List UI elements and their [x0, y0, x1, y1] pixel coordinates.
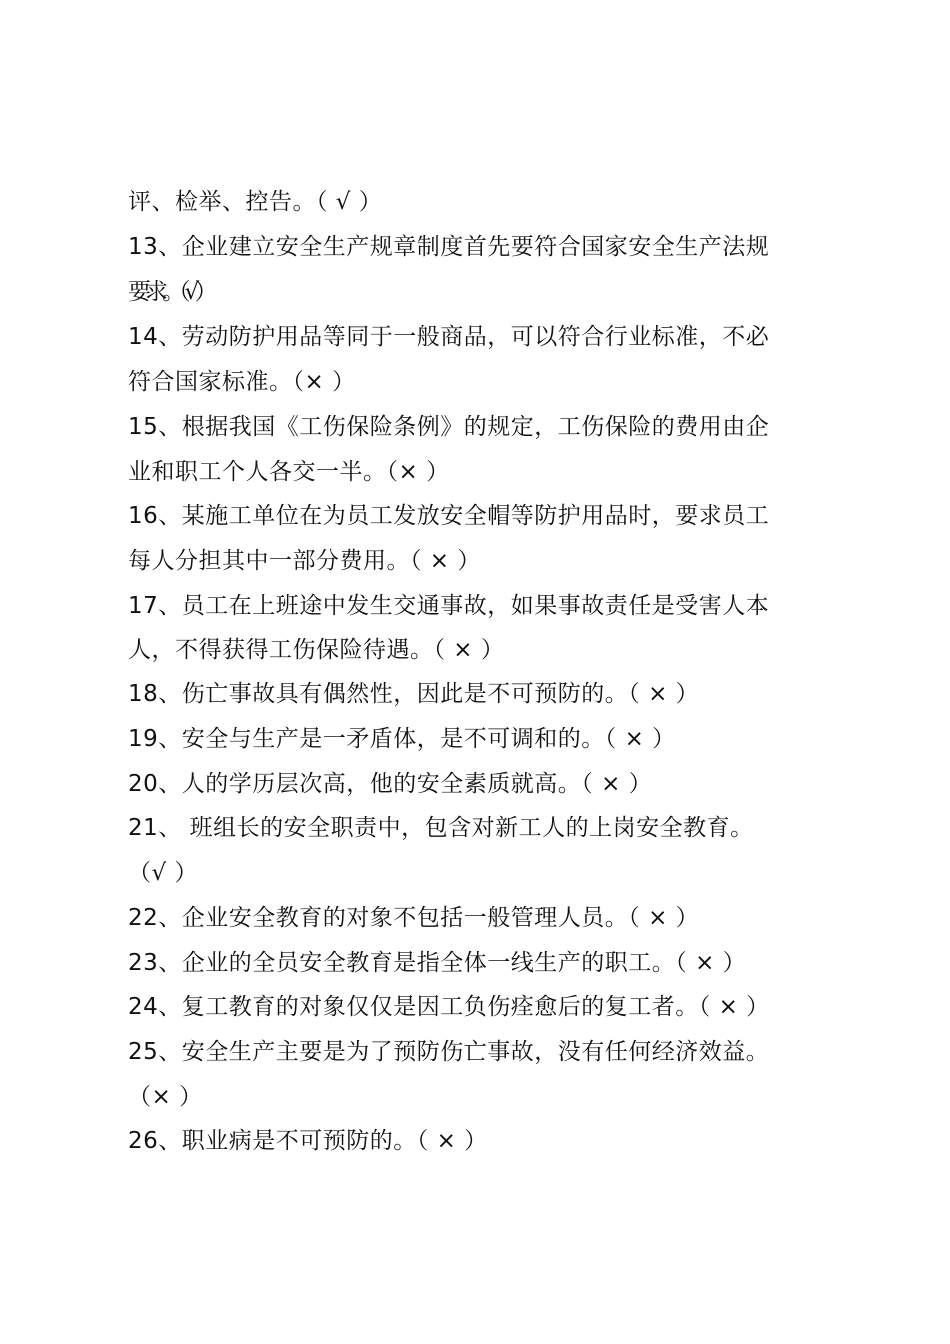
text-line: 19、安全与生产是一矛盾体，是不可调和的。（ × ）	[128, 726, 676, 752]
text-line: 22、企业安全教育的对象不包括一般管理人员。（ × ）	[128, 905, 700, 931]
text-line: 人，不得获得工伤保险待遇。（ × ）	[128, 637, 505, 663]
text-line: 要求。（√ ）	[128, 279, 212, 305]
text-line: 18、伤亡事故具有偶然性，因此是不可预防的。（ × ）	[128, 681, 700, 707]
text-line: 21、 班组长的安全职责中，包含对新工人的上岗安全教育。	[128, 815, 754, 841]
text-line: 13、企业建立安全生产规章制度首先要符合国家安全生产法规	[128, 234, 770, 260]
text-line: 23、企业的全员安全教育是指全体一线生产的职工。（ × ）	[128, 950, 747, 976]
text-line: 20、人的学历层次高，他的安全素质就高。（ × ）	[128, 771, 653, 797]
text-line: 17、员工在上班途中发生交通事故，如果事故责任是受害人本	[128, 593, 770, 619]
text-line: 25、安全生产主要是为了预防伤亡事故，没有任何经济效益。	[128, 1039, 770, 1065]
text-line: 业和职工个人各交一半。（× ）	[128, 459, 450, 485]
text-line: 26、职业病是不可预防的。（ × ）	[128, 1128, 488, 1154]
text-line: （× ）	[128, 1084, 203, 1110]
text-line: 14、劳动防护用品等同于一般商品，可以符合行业标准，不必	[128, 324, 770, 350]
text-line: （√ ）	[128, 860, 198, 886]
text-line: 15、根据我国《工伤保险条例》的规定，工伤保险的费用由企	[128, 414, 770, 440]
text-line: 评、检举、控告。（ √ ）	[128, 189, 383, 215]
text-line: 24、复工教育的对象仅仅是因工负伤痊愈后的复工者。（ × ）	[128, 994, 770, 1020]
text-line: 每人分担其中一部分费用。（ × ）	[128, 548, 481, 574]
text-line: 符合国家标准。（× ）	[128, 369, 356, 395]
text-line: 16、某施工单位在为员工发放安全帽等防护用品时，要求员工	[128, 503, 770, 529]
